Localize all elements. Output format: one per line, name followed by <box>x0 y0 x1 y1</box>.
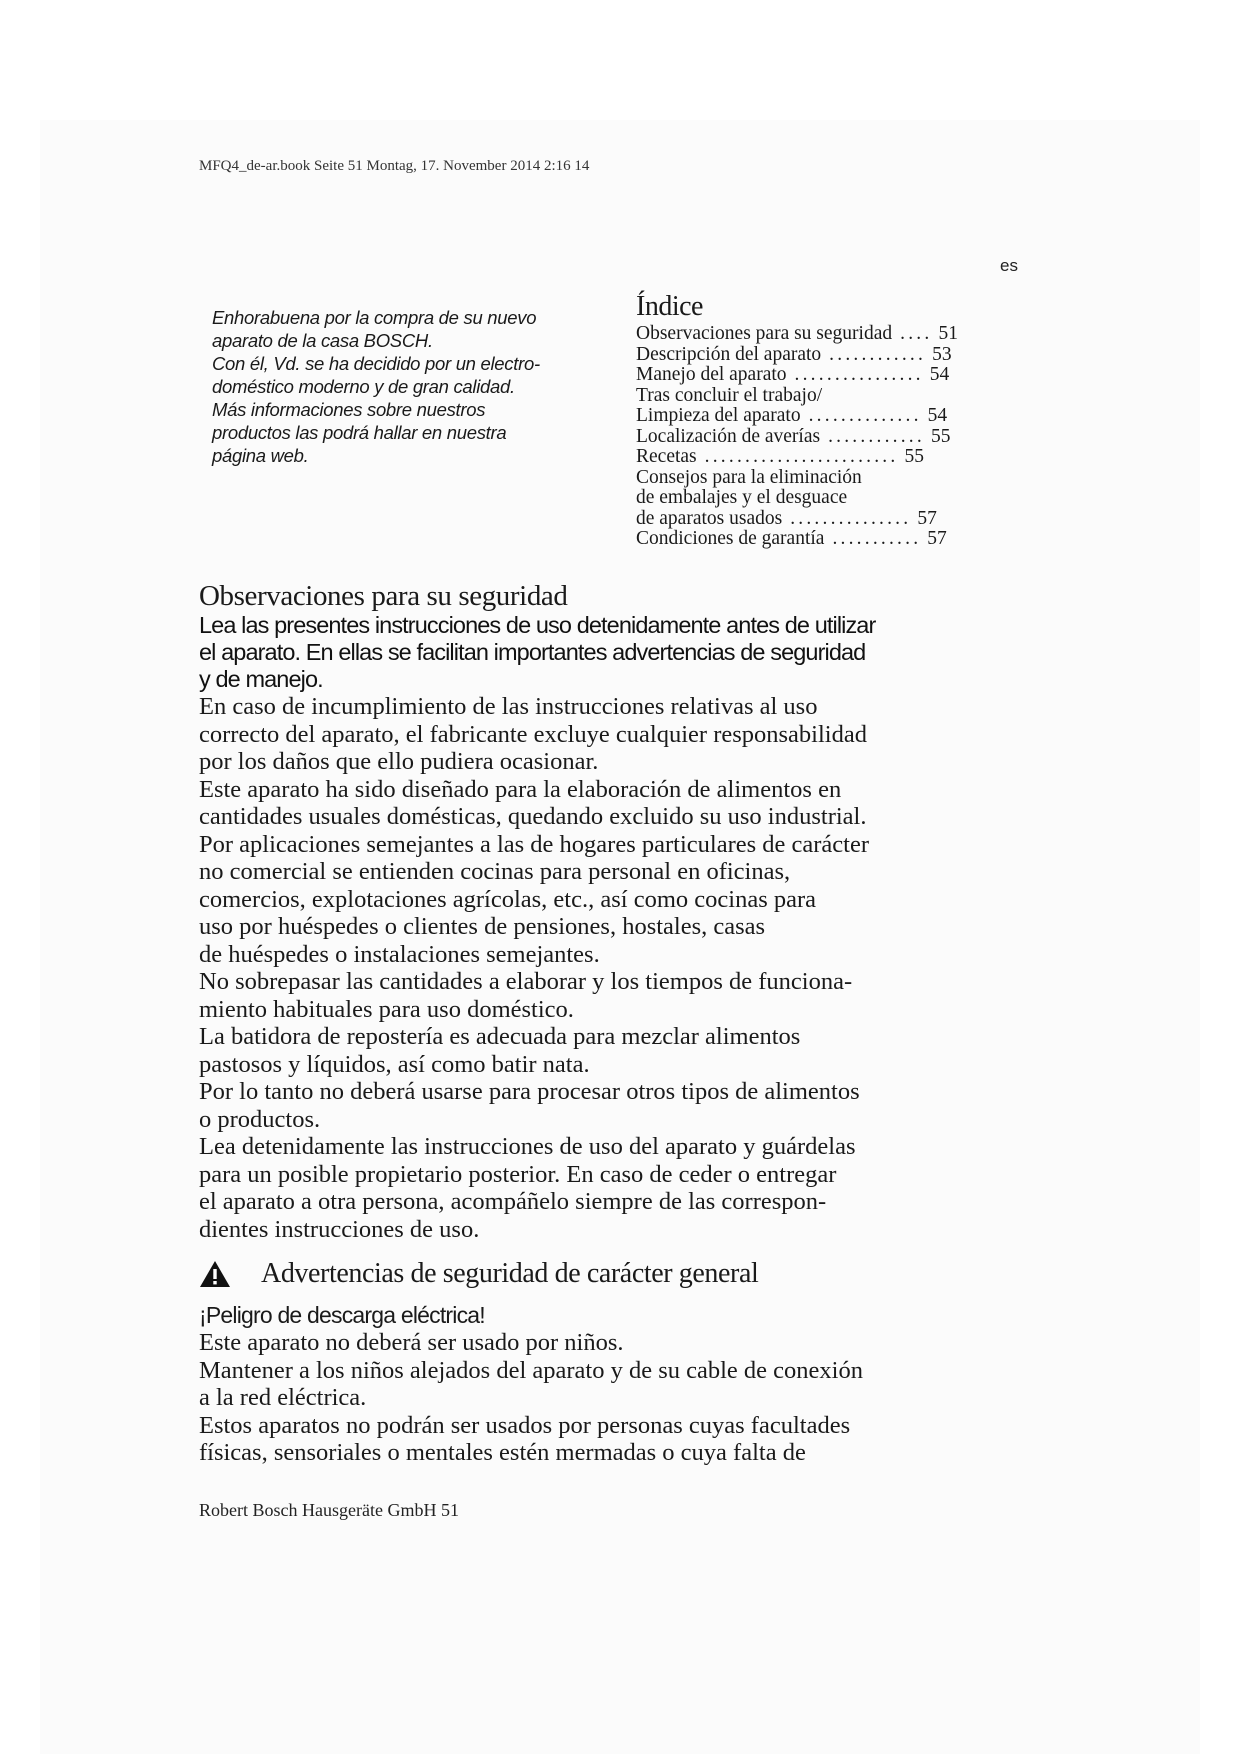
intro-paragraph <box>212 306 592 467</box>
toc-entry[interactable] <box>636 488 996 509</box>
toc-title: Índice <box>636 291 703 322</box>
danger-subheading: ¡Peligro de descarga eléctrica! <box>199 1302 485 1328</box>
toc-entry[interactable] <box>636 324 996 345</box>
toc-dot-leader: ........... <box>832 528 922 549</box>
toc-page-number: 55 <box>930 425 951 447</box>
language-tag: es <box>1000 256 1018 275</box>
intro-line: Más informaciones sobre nuestros <box>212 399 486 420</box>
body-line: Por lo tanto no deberá usarse para procesar otros tipos de alimentos <box>199 1078 860 1105</box>
intro-line: aparato de la casa BOSCH. <box>212 330 433 351</box>
body-line: pastosos y líquidos, así como batir nata. <box>199 1050 590 1078</box>
body-line: para un posible propietario posterior. En caso de ceder o entregar <box>199 1160 837 1188</box>
lead-paragraph <box>199 612 999 693</box>
body-line: comercios, explotaciones agrícolas, etc., así como cocinas para <box>199 885 817 913</box>
toc-page-number: 57 <box>917 507 937 529</box>
toc-page-number: 55 <box>904 446 924 467</box>
body-line: No sobrepasar las cantidades a elaborar y los tiempos de funciona- <box>199 968 853 995</box>
body-line: o productos. <box>199 1105 321 1133</box>
toc-entry[interactable] <box>636 529 996 550</box>
toc-dot-leader: ............... <box>790 507 912 529</box>
body-line: a la red eléctrica. <box>199 1384 367 1411</box>
body-line: Este aparato ha sido diseñado para la elaboración de alimentos en <box>199 775 842 803</box>
toc-dot-leader: .... <box>900 323 933 344</box>
toc-page-number: 53 <box>932 343 952 365</box>
body-line: dientes instrucciones de uso. <box>199 1215 480 1243</box>
print-header: MFQ4_de-ar.book Seite 51 Montag, 17. November 2014 2:16 14 <box>199 158 590 174</box>
toc-entry[interactable] <box>636 427 996 448</box>
body-line: Lea detenidamente las instrucciones de uso del aparato y guárdelas <box>199 1133 856 1160</box>
toc-dot-leader: .............. <box>808 405 922 426</box>
section-title: Observaciones para su seguridad <box>199 580 568 612</box>
body-line: no comercial se entienden cocinas para personal en oficinas, <box>199 858 791 885</box>
body-line: cantidades usuales domésticas, quedando excluido su uso industrial. <box>199 803 867 830</box>
page-footer: Robert Bosch Hausgeräte GmbH 51 <box>199 1500 459 1520</box>
toc-entry-text: Manejo del aparato <box>636 364 787 385</box>
toc-entry-text: Descripción del aparato <box>636 343 822 365</box>
toc-dot-leader: ............ <box>828 425 925 447</box>
body-line: La batidora de repostería es adecuada para mezclar alimentos <box>199 1023 801 1050</box>
table-of-contents <box>636 290 996 550</box>
toc-entry[interactable] <box>636 509 996 530</box>
body-line: por los daños que ello pudiera ocasionar. <box>199 748 599 775</box>
intro-line: página web. <box>212 445 309 466</box>
warnings-title: Advertencias de seguridad de carácter general <box>261 1258 759 1289</box>
toc-entry[interactable] <box>636 406 996 427</box>
toc-entry[interactable] <box>636 447 996 468</box>
body-line: Mantener a los niños alejados del aparato y de su cable de conexión <box>199 1356 863 1384</box>
toc-page-number: 57 <box>927 528 947 549</box>
lead-line: Lea las presentes instrucciones de uso detenidamente antes de utilizar <box>199 612 876 638</box>
toc-page-number: 51 <box>938 323 958 344</box>
toc-entry[interactable] <box>636 345 996 366</box>
toc-dot-leader: ............ <box>829 343 927 365</box>
body-line: Este aparato no deberá ser usado por niños. <box>199 1329 624 1356</box>
toc-entry[interactable] <box>636 365 996 386</box>
toc-entry-text: Limpieza del aparato <box>636 405 801 426</box>
main-content <box>199 580 999 1467</box>
intro-line: doméstico moderno y de gran calidad. <box>212 376 515 397</box>
toc-entry[interactable] <box>636 386 996 407</box>
toc-entry-text: Localización de averías <box>636 425 821 447</box>
body-line: de huéspedes o instalaciones semejantes. <box>199 940 600 968</box>
safety-body <box>199 693 999 1243</box>
toc-page-number: 54 <box>929 364 950 385</box>
body-line: miento habituales para uso doméstico. <box>199 995 574 1023</box>
toc-dot-leader: ........................ <box>704 446 899 467</box>
toc-entry-text: Recetas <box>636 446 697 467</box>
toc-entry-text: Observaciones para su seguridad <box>636 323 893 344</box>
warnings-body <box>199 1329 999 1467</box>
toc-entry-text: Tras concluir el trabajo/ <box>636 384 823 406</box>
toc-entry-text: Consejos para la eliminación <box>636 466 862 488</box>
toc-entry-text: de aparatos usados <box>636 507 783 529</box>
body-line: Por aplicaciones semejantes a las de hogares particulares de carácter <box>199 830 870 858</box>
warnings-heading <box>199 1258 999 1290</box>
warning-icon <box>199 1260 231 1288</box>
body-line: Estos aparatos no podrán ser usados por personas cuyas facultades <box>199 1411 851 1439</box>
toc-page-number: 54 <box>927 405 948 426</box>
body-line: En caso de incumplimiento de las instrucciones relativas al uso <box>199 693 818 720</box>
lead-line: y de manejo. <box>199 666 323 692</box>
body-line: físicas, sensoriales o mentales estén mermadas o cuya falta de <box>199 1439 806 1466</box>
toc-entry[interactable] <box>636 468 996 489</box>
toc-entry-text: de embalajes y el desguace <box>636 487 848 508</box>
intro-line: Con él, Vd. se ha decidido por un electro- <box>212 353 540 374</box>
body-line: uso por huéspedes o clientes de pensiones, hostales, casas <box>199 913 766 940</box>
toc-entry-text: Condiciones de garantía <box>636 528 825 549</box>
body-line: el aparato a otra persona, acompáñelo siempre de las correspon- <box>199 1188 827 1215</box>
intro-line: productos las podrá hallar en nuestra <box>212 422 507 443</box>
intro-line: Enhorabuena por la compra de su nuevo <box>212 307 537 328</box>
toc-dot-leader: ................ <box>794 364 924 385</box>
body-line: correcto del aparato, el fabricante excluye cualquier responsabilidad <box>199 720 867 748</box>
lead-line: el aparato. En ellas se facilitan importantes advertencias de seguridad <box>199 639 866 665</box>
